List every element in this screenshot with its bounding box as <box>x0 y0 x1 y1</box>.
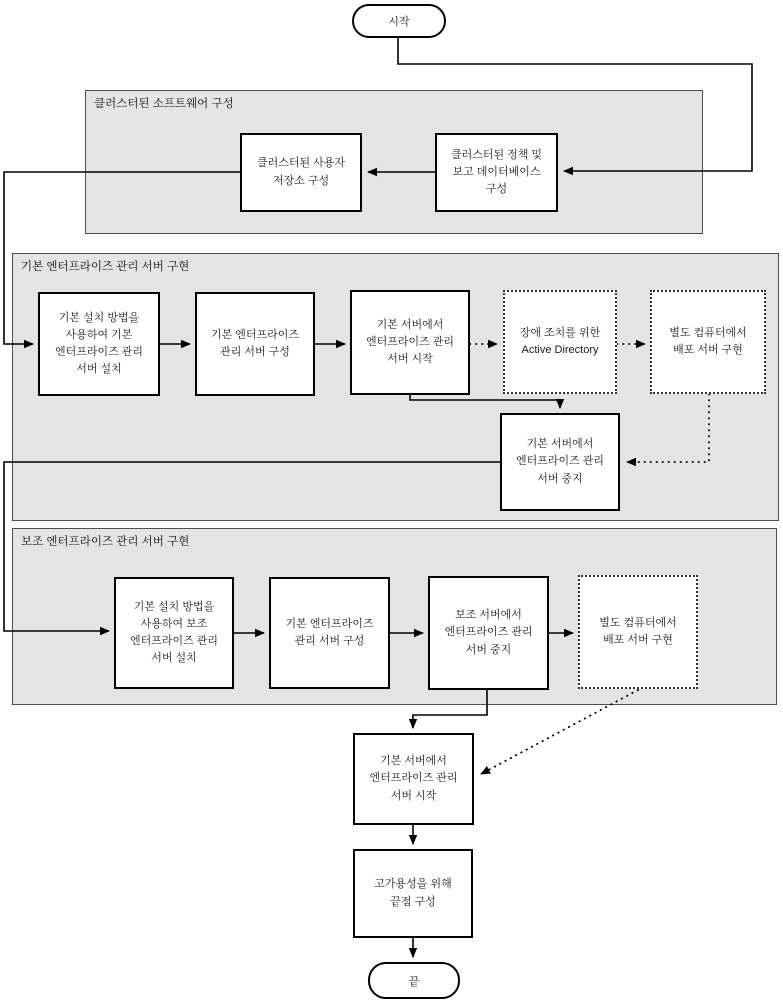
node-install-secondary: 기본 설치 방법을 사용하여 보조 엔터프라이즈 관리 서버 설치 <box>114 577 234 689</box>
node-cluster-policy-db: 클러스터된 정책 및 보고 데이터베이스 구성 <box>435 133 558 212</box>
connector-dotted-deploy-to-stop-primary <box>627 394 709 462</box>
terminal-end: 끝 <box>368 962 460 999</box>
node-stop-secondary: 보조 서버에서 엔터프라이즈 관리 서버 중지 <box>428 576 549 690</box>
connector-stop-primary-to-install-secondary <box>4 462 500 631</box>
terminal-start: 시작 <box>352 4 446 38</box>
node-stop-primary: 기본 서버에서 엔터프라이즈 관리 서버 중지 <box>500 413 620 511</box>
group-title: 보조 엔터프라이즈 관리 서버 구현 <box>21 536 190 548</box>
connector-start-to-stop-primary <box>410 395 560 408</box>
node-configure-primary: 기본 엔터프라이즈 관리 서버 구성 <box>195 292 315 396</box>
connector-stop-secondary-to-restart <box>413 690 487 728</box>
node-configure-endpoints: 고가용성을 위해 끝점 구성 <box>353 849 473 938</box>
group-title: 클러스터된 소프트웨어 구성 <box>94 98 234 110</box>
node-install-primary: 기본 설치 방법을 사용하여 기본 엔터프라이즈 관리 서버 설치 <box>38 292 160 396</box>
group-title: 기본 엔터프라이즈 관리 서버 구현 <box>21 261 190 273</box>
node-restart-primary: 기본 서버에서 엔터프라이즈 관리 서버 시작 <box>353 733 474 825</box>
node-configure-secondary: 기본 엔터프라이즈 관리 서버 구성 <box>269 577 390 689</box>
node-deploy-separate-primary: 별도 컴퓨터에서 배포 서버 구현 <box>650 290 766 394</box>
connector-dotted-deploy-to-restart <box>481 690 638 774</box>
node-ad-failover: 장애 조치를 위한 Active Directory <box>503 290 617 394</box>
node-deploy-separate-secondary: 별도 컴퓨터에서 배포 서버 구현 <box>578 575 698 689</box>
node-cluster-user-store: 클러스터된 사용자 저장소 구성 <box>240 133 362 212</box>
node-start-primary: 기본 서버에서 엔터프라이즈 관리 서버 시작 <box>350 290 470 395</box>
